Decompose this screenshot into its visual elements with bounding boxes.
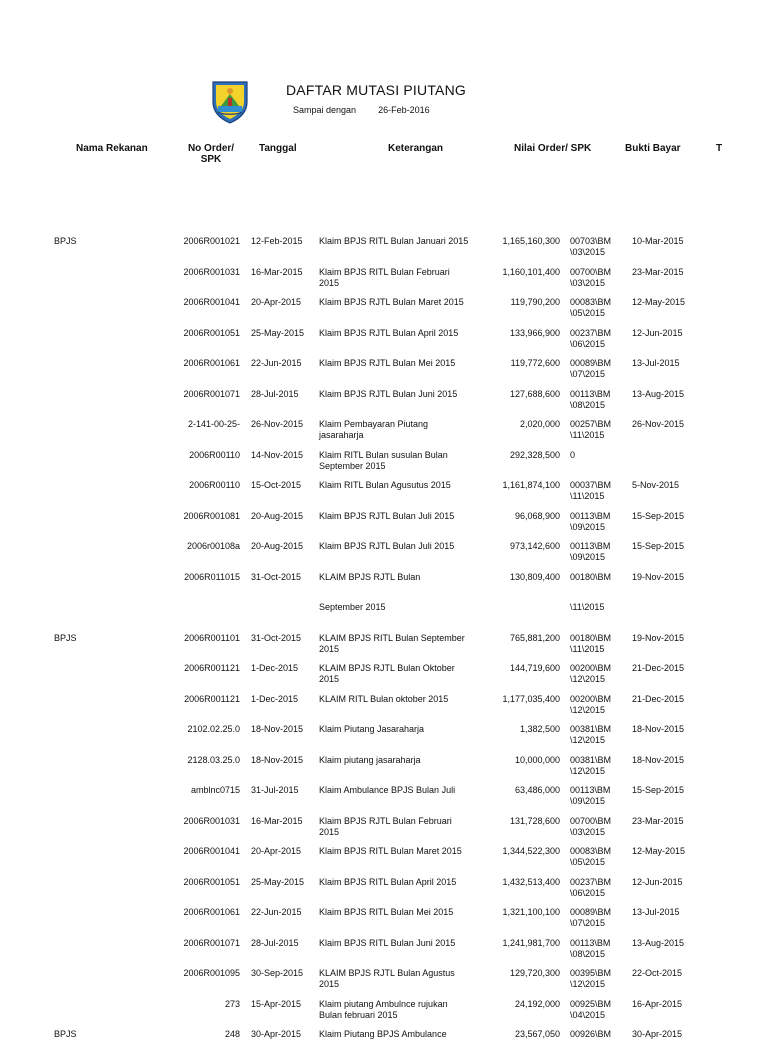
cell-tanggal: 14-Nov-2015: [251, 449, 304, 460]
cell-tanggal-bayar: 13-Jul-2015: [632, 358, 680, 368]
cell-keterangan: Klaim BPJS RJTL Bulan Maret 2015: [319, 297, 464, 307]
cell-tanggal: 16-Mar-2015: [251, 815, 303, 826]
header-nilai-order: Nilai Order/ SPK: [514, 143, 592, 154]
cell-tanggal: 16-Mar-2015: [251, 266, 303, 277]
cell-bukti-bayar: 00395\BM \12\2015: [570, 968, 612, 989]
cell-keterangan: Klaim BPJS RITL Bulan Februari 2015: [319, 266, 450, 288]
cell-nilai-order: 129,720,300: [509, 968, 560, 978]
cell-nilai-order: 1,177,035,400: [502, 693, 560, 704]
table-row: [0, 755, 768, 785]
cell-bukti-bayar: 00257\BM \11\2015: [570, 419, 612, 440]
cell-bukti-bayar: 00381\BM \12\2015: [570, 724, 612, 745]
cell-no-order: 2006R001121: [184, 693, 240, 704]
cell-bukti-bayar: 00926\BM: [570, 1029, 612, 1039]
cell-keterangan: Klaim RITL Bulan susulan Bulan September 2015: [319, 449, 448, 471]
table-row: [0, 511, 768, 541]
cell-tanggal: 22-Jun-2015: [251, 358, 302, 368]
cell-keterangan: Klaim BPJS RITL Bulan Mei 2015: [319, 907, 454, 917]
cell-keterangan: KLAIM BPJS RITL Bulan September 2015: [319, 632, 465, 654]
cell-tanggal: 22-Jun-2015: [251, 907, 302, 917]
cell-bukti-bayar: 0: [570, 449, 576, 460]
cell-bukti-bayar: \11\2015: [570, 602, 605, 612]
cell-no-order: 2006R00110: [189, 480, 240, 490]
cell-tanggal: 15-Oct-2015: [251, 480, 302, 490]
cell-tanggal-bayar: 21-Dec-2015: [632, 693, 685, 704]
cell-tanggal-bayar: 15-Sep-2015: [632, 510, 685, 521]
cell-keterangan: Klaim piutang jasaraharja: [319, 754, 421, 765]
cell-tanggal: 18-Nov-2015: [251, 754, 304, 765]
header-tanggal: Tanggal: [259, 143, 297, 154]
cell-bukti-bayar: 00083\BM \05\2015: [570, 846, 612, 867]
cell-bukti-bayar: 00381\BM \12\2015: [570, 754, 612, 776]
cell-nilai-order: 119,790,200: [510, 297, 560, 307]
cell-bukti-bayar: 00180\BM \11\2015: [570, 632, 612, 654]
cell-nilai-order: 2,020,000: [519, 419, 560, 429]
cell-nilai-order: 973,142,600: [509, 541, 560, 551]
table-row: [0, 785, 768, 815]
regency-emblem-icon: [209, 80, 251, 124]
table-row: [0, 938, 768, 968]
cell-bukti-bayar: 00200\BM \12\2015: [570, 663, 612, 684]
cell-keterangan: Klaim RITL Bulan Agusutus 2015: [319, 480, 451, 490]
page-title: DAFTAR MUTASI PIUTANG: [286, 82, 466, 98]
header-no-order-line2: SPK: [200, 154, 222, 165]
cell-tanggal-bayar: 13-Jul-2015: [632, 907, 680, 917]
cell-tanggal-bayar: 19-Nov-2015: [632, 632, 685, 643]
table-row: [0, 724, 768, 754]
cell-no-order: 2006R001021: [183, 236, 240, 246]
cell-keterangan: Klaim BPJS RJTL Bulan Mei 2015: [319, 358, 456, 368]
table-row: [0, 450, 768, 480]
header-nama-rekanan: Nama Rekanan: [76, 143, 148, 154]
cell-keterangan: Klaim BPJS RJTL Bulan Februari 2015: [319, 815, 452, 837]
cell-tanggal-bayar: 18-Nov-2015: [632, 724, 685, 734]
table-row: [0, 236, 768, 266]
cell-no-order: 2006R001071: [183, 388, 240, 399]
cell-tanggal: 18-Nov-2015: [251, 724, 304, 734]
cell-tanggal: 26-Nov-2015: [251, 419, 304, 429]
cell-no-order: 2006R011015: [184, 571, 240, 582]
table-row: [0, 999, 768, 1029]
cell-tanggal: 1-Dec-2015: [251, 693, 299, 704]
cell-nilai-order: 133,966,900: [509, 327, 560, 338]
cell-bukti-bayar: 00703\BM \03\2015: [570, 236, 612, 257]
table-row: [0, 358, 768, 388]
cell-tanggal: 15-Apr-2015: [251, 998, 302, 1009]
cell-nilai-order: 292,328,500: [509, 449, 560, 460]
cell-no-order: 2-141-00-25-: [187, 419, 240, 429]
cell-tanggal-bayar: 15-Sep-2015: [632, 785, 685, 795]
cell-bukti-bayar: 00700\BM \03\2015: [570, 266, 612, 288]
cell-bukti-bayar: 00200\BM \12\2015: [570, 693, 612, 715]
cell-no-order: 2006R001031: [183, 266, 240, 277]
cell-bukti-bayar: 00113\BM \09\2015: [570, 541, 611, 562]
cell-tanggal: 20-Aug-2015: [251, 541, 304, 551]
header-extra: T: [716, 143, 723, 154]
cell-no-order: 2006R001121: [184, 663, 240, 673]
cell-no-order: amblnc0715: [190, 785, 240, 795]
table-row: [0, 1029, 768, 1059]
cell-tanggal: 20-Apr-2015: [251, 846, 302, 856]
table-row: [0, 328, 768, 358]
table-row: [0, 846, 768, 876]
cell-nilai-order: 127,688,600: [509, 388, 560, 399]
cell-bukti-bayar: 00113\BM \08\2015: [570, 937, 611, 959]
cell-tanggal: 1-Dec-2015: [251, 663, 299, 673]
cell-tanggal-bayar: 19-Nov-2015: [632, 571, 685, 582]
cell-no-order: 2006r00108a: [186, 541, 240, 551]
cell-tanggal-bayar: 15-Sep-2015: [632, 541, 685, 551]
cell-keterangan: Klaim BPJS RITL Bulan Juni 2015: [319, 937, 456, 948]
cell-nama-rekanan: BPJS: [54, 236, 77, 246]
cell-tanggal-bayar: 18-Nov-2015: [632, 754, 685, 765]
cell-nilai-order: 96,068,900: [514, 510, 560, 521]
cell-keterangan: Klaim piutang Ambulnce rujukan Bulan februari 2015: [319, 998, 448, 1020]
cell-tanggal-bayar: 12-May-2015: [632, 846, 686, 856]
table-row: [0, 877, 768, 907]
cell-tanggal: 31-Jul-2015: [251, 785, 299, 795]
cell-no-order: 2006R001095: [183, 968, 240, 978]
cell-bukti-bayar: 00113\BM \09\2015: [570, 785, 611, 806]
cell-nilai-order: 1,161,874,100: [502, 480, 560, 490]
table-row: [0, 968, 768, 998]
cell-no-order: 2102.02.25.0: [187, 724, 240, 734]
cell-keterangan: KLAIM BPJS RJTL Bulan Agustus 2015: [319, 968, 455, 989]
cell-keterangan: Klaim Pembayaran Piutang jasaraharja: [319, 419, 429, 440]
cell-keterangan: Klaim Piutang BPJS Ambulance: [319, 1029, 447, 1039]
cell-nilai-order: 1,321,100,100: [502, 907, 560, 917]
cell-nilai-order: 1,241,981,700: [502, 937, 560, 948]
header-bukti-bayar: Bukti Bayar: [625, 143, 681, 154]
cell-nilai-order: 144,719,600: [509, 663, 560, 673]
cell-nilai-order: 23,567,050: [514, 1029, 560, 1039]
cell-tanggal-bayar: 12-Jun-2015: [632, 876, 683, 887]
cell-nilai-order: 131,728,600: [509, 815, 560, 826]
cell-tanggal: 12-Feb-2015: [251, 236, 303, 246]
cell-nilai-order: 1,344,522,300: [502, 846, 560, 856]
cell-tanggal: 20-Apr-2015: [251, 297, 302, 307]
cell-bukti-bayar: 00089\BM \07\2015: [570, 907, 612, 928]
cell-keterangan: Klaim BPJS RITL Bulan Januari 2015: [319, 236, 469, 246]
cell-tanggal: 30-Sep-2015: [251, 968, 304, 978]
table-row: [0, 267, 768, 297]
cell-no-order: 2006R001101: [184, 632, 240, 643]
report-date: 26-Feb-2016: [378, 105, 430, 115]
cell-bukti-bayar: 00700\BM \03\2015: [570, 815, 612, 837]
cell-nilai-order: 24,192,000: [514, 998, 560, 1009]
cell-bukti-bayar: 00180\BM: [570, 571, 612, 582]
cell-bukti-bayar: 00925\BM \04\2015: [570, 998, 612, 1020]
cell-tanggal: 31-Oct-2015: [251, 571, 302, 582]
cell-keterangan: Klaim Ambulance BPJS Bulan Juli: [319, 785, 456, 795]
table-row: [0, 816, 768, 846]
table-row: [0, 907, 768, 937]
cell-tanggal: 25-May-2015: [251, 876, 305, 887]
cell-bukti-bayar: 00113\BM \09\2015: [570, 510, 611, 532]
table-row: [0, 663, 768, 693]
cell-tanggal-bayar: 23-Mar-2015: [632, 266, 684, 277]
cell-no-order: 2128.03.25.0: [187, 754, 240, 765]
cell-nama-rekanan: BPJS: [54, 1029, 77, 1039]
cell-tanggal-bayar: 13-Aug-2015: [632, 937, 685, 948]
cell-nilai-order: 1,160,101,400: [502, 266, 560, 277]
cell-nama-rekanan: BPJS: [54, 632, 77, 643]
cell-tanggal-bayar: 22-Oct-2015: [632, 968, 683, 978]
table-row: [0, 602, 768, 632]
cell-tanggal: 31-Oct-2015: [251, 632, 302, 643]
cell-nilai-order: 10,000,000: [514, 754, 560, 765]
cell-bukti-bayar: 00237\BM \06\2015: [570, 327, 612, 349]
table-row: [0, 297, 768, 327]
cell-keterangan: KLAIM RITL Bulan oktober 2015: [319, 693, 449, 704]
cell-no-order: 248: [224, 1029, 240, 1039]
cell-tanggal: 25-May-2015: [251, 327, 305, 338]
cell-keterangan: Klaim Piutang Jasaraharja: [319, 724, 425, 734]
cell-no-order: 2006R001061: [183, 358, 240, 368]
cell-tanggal-bayar: 12-Jun-2015: [632, 327, 683, 338]
cell-no-order: 2006R001041: [183, 297, 240, 307]
cell-keterangan: KLAIM BPJS RJTL Bulan: [319, 571, 421, 582]
cell-nilai-order: 1,432,513,400: [502, 876, 560, 887]
cell-tanggal-bayar: 10-Mar-2015: [632, 236, 684, 246]
cell-no-order: 2006R001051: [183, 327, 240, 338]
cell-tanggal-bayar: 5-Nov-2015: [632, 480, 680, 490]
cell-keterangan: Klaim BPJS RJTL Bulan Juli 2015: [319, 541, 455, 551]
cell-bukti-bayar: 00237\BM \06\2015: [570, 876, 612, 898]
cell-keterangan: KLAIM BPJS RJTL Bulan Oktober 2015: [319, 663, 455, 684]
cell-nilai-order: 1,165,160,300: [502, 236, 560, 246]
cell-no-order: 2006R001041: [183, 846, 240, 856]
cell-keterangan: September 2015: [319, 602, 386, 612]
cell-nilai-order: 63,486,000: [514, 785, 560, 795]
table-row: [0, 419, 768, 449]
table-row: [0, 389, 768, 419]
cell-tanggal-bayar: 23-Mar-2015: [632, 815, 684, 826]
cell-no-order: 2006R001081: [183, 510, 240, 521]
cell-bukti-bayar: 00083\BM \05\2015: [570, 297, 612, 318]
cell-tanggal-bayar: 26-Nov-2015: [632, 419, 685, 429]
date-label: Sampai dengan: [293, 105, 357, 115]
header-no-order: [176, 143, 246, 165]
table-row: [0, 480, 768, 510]
cell-tanggal-bayar: 12-May-2015: [632, 297, 686, 307]
header-keterangan: Keterangan: [388, 143, 444, 154]
cell-nilai-order: 765,881,200: [509, 632, 560, 643]
cell-keterangan: Klaim BPJS RITL Bulan April 2015: [319, 876, 457, 887]
table-row: [0, 633, 768, 663]
cell-tanggal-bayar: 16-Apr-2015: [632, 998, 683, 1009]
cell-bukti-bayar: 00037\BM \11\2015: [570, 480, 612, 501]
cell-keterangan: Klaim BPJS RJTL Bulan Juli 2015: [319, 510, 455, 521]
cell-no-order: 2006R001031: [183, 815, 240, 826]
cell-tanggal-bayar: 21-Dec-2015: [632, 663, 685, 673]
cell-no-order: 2006R00110: [189, 449, 240, 460]
cell-tanggal: 28-Jul-2015: [251, 937, 299, 948]
cell-bukti-bayar: 00113\BM \08\2015: [570, 388, 611, 410]
table-row: [0, 572, 768, 602]
report-date-range: [293, 105, 430, 115]
cell-tanggal-bayar: 30-Apr-2015: [632, 1029, 683, 1039]
cell-bukti-bayar: 00089\BM \07\2015: [570, 358, 612, 379]
cell-keterangan: Klaim BPJS RJTL Bulan Juni 2015: [319, 388, 458, 399]
cell-nilai-order: 130,809,400: [509, 571, 560, 582]
cell-tanggal: 20-Aug-2015: [251, 510, 304, 521]
cell-tanggal-bayar: 13-Aug-2015: [632, 388, 685, 399]
cell-no-order: 2006R001051: [183, 876, 240, 887]
cell-no-order: 2006R001071: [183, 937, 240, 948]
cell-no-order: 273: [224, 998, 240, 1009]
table-row: [0, 541, 768, 571]
cell-no-order: 2006R001061: [183, 907, 240, 917]
cell-keterangan: Klaim BPJS RITL Bulan Maret 2015: [319, 846, 462, 856]
cell-nilai-order: 119,772,600: [510, 358, 560, 368]
header-no-order-line1: No Order/: [187, 143, 235, 154]
table-row: [0, 694, 768, 724]
cell-tanggal: 30-Apr-2015: [251, 1029, 302, 1039]
cell-keterangan: Klaim BPJS RJTL Bulan April 2015: [319, 327, 459, 338]
cell-nilai-order: 1,382,500: [519, 724, 560, 734]
cell-tanggal: 28-Jul-2015: [251, 388, 299, 399]
